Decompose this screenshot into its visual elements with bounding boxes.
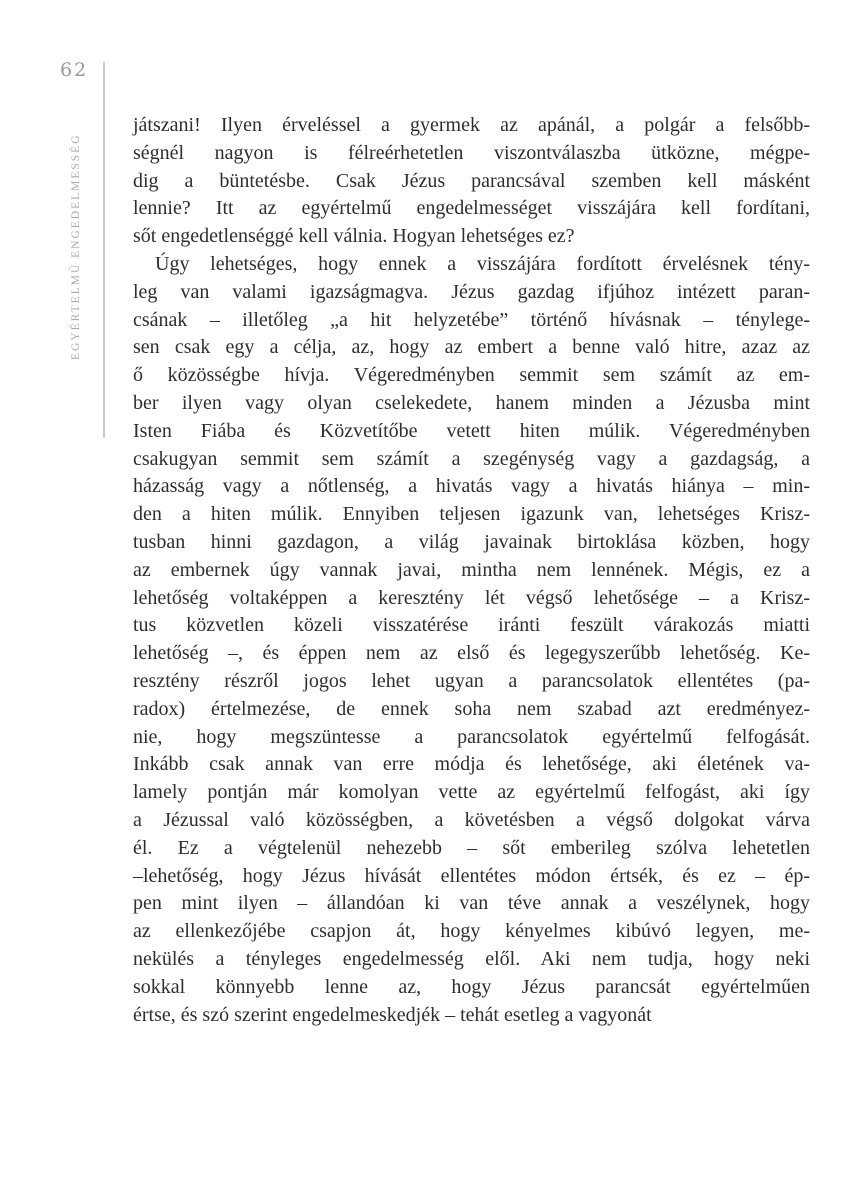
margin-rule [103, 62, 105, 438]
text-line: tus közvetlen közeli visszatérése iránti feszült várakozás miatti [133, 614, 810, 637]
text-line: dig a büntetésbe. Csak Jézus parancsával szemben kell másként [133, 169, 810, 192]
text-line: –lehetőség, hogy Jézus hívását ellentétes módon értsék, és ez – ép- [133, 864, 810, 887]
text-line: csakugyan semmit sem számít a szegénység vagy a gazdagság, a [133, 447, 810, 470]
text-line: Inkább csak annak van erre módja és lehetősége, aki életének va- [133, 753, 810, 776]
text-line: él. Ez a végtelenül nehezebb – sőt emberileg szólva lehetetlen [133, 836, 810, 859]
text-line: tusban hinni gazdagon, a világ javainak birtoklása közben, hogy [133, 530, 810, 553]
text-line: Isten Fiába és Közvetítőbe vetett hiten múlik. Végeredményben [133, 419, 810, 442]
text-line: lamely pontján már komolyan vette az egyértelmű felfogást, aki így [133, 781, 810, 804]
text-line: Úgy lehetséges, hogy ennek a visszájára fordított érvelésnek tény- [155, 252, 810, 275]
text-line: értse, és szó szerint engedelmeskedjék – tehát esetleg a vagyonát [133, 1003, 652, 1026]
page-body-text [133, 112, 810, 1029]
text-line: pen mint ilyen – állandóan ki van téve annak a veszélynek, hogy [133, 892, 810, 915]
text-line: ő közösségbe hívja. Végeredményben semmit sem számít az em- [133, 364, 810, 387]
running-header-vertical: EGYÉRTELMŰ ENGEDELMESSÉG [70, 133, 82, 360]
text-line: lennie? Itt az egyértelmű engedelmességet visszájára kell fordítani, [133, 197, 810, 220]
text-line: lehetőség –, és éppen nem az első és legegyszerűbb lehetőség. Ke- [133, 642, 810, 665]
text-line: az embernek úgy vannak javai, mintha nem lennének. Mégis, ez a [133, 558, 810, 581]
text-line: sőt engedetlenséggé kell válnia. Hogyan lehetséges ez? [133, 225, 575, 248]
text-line: nekülés a tényleges engedelmesség elől. Aki nem tudja, hogy neki [133, 947, 810, 970]
text-line: sokkal könnyebb lenne az, hogy Jézus parancsát egyértelműen [133, 975, 810, 998]
text-line: játszani! Ilyen érveléssel a gyermek az apánál, a polgár a felsőbb- [133, 114, 810, 136]
text-line: az ellenkezőjébe csapjon át, hogy kényelmes kibúvó legyen, me- [133, 920, 810, 943]
text-line: den a hiten múlik. Ennyiben teljesen igazunk van, lehetséges Krisz- [133, 503, 810, 526]
page-number: 62 [60, 59, 89, 81]
text-line: a Jézussal való közösségben, a követésben a végső dolgokat várva [133, 808, 810, 831]
text-line: házasság vagy a nőtlenség, a hivatás vagy a hivatás hiánya – min- [133, 475, 810, 498]
text-line: ségnél nagyon is félreérhetetlen viszontválaszba ütközne, mégpe- [133, 141, 810, 164]
text-line: csának – illetőleg „a hit helyzetébe” történő hívásnak – ténylege- [133, 308, 810, 331]
text-line: ber ilyen vagy olyan cselekedete, hanem minden a Jézusba mint [133, 391, 810, 414]
text-line: resztény részről jogos lehet ugyan a parancsolatok ellentétes (pa- [133, 669, 810, 692]
text-line: lehetőség voltaképpen a keresztény lét végső lehetősége – a Krisz- [133, 586, 810, 609]
text-line: sen csak egy a célja, az, hogy az embert a benne való hitre, azaz az [133, 336, 810, 359]
text-line: leg van valami igazságmagva. Jézus gazdag ifjúhoz intézett paran- [133, 280, 810, 303]
text-line: nie, hogy megszüntesse a parancsolatok egyértelmű felfogását. [133, 725, 810, 748]
text-line: radox) értelmezése, de ennek soha nem szabad azt eredményez- [133, 697, 810, 720]
